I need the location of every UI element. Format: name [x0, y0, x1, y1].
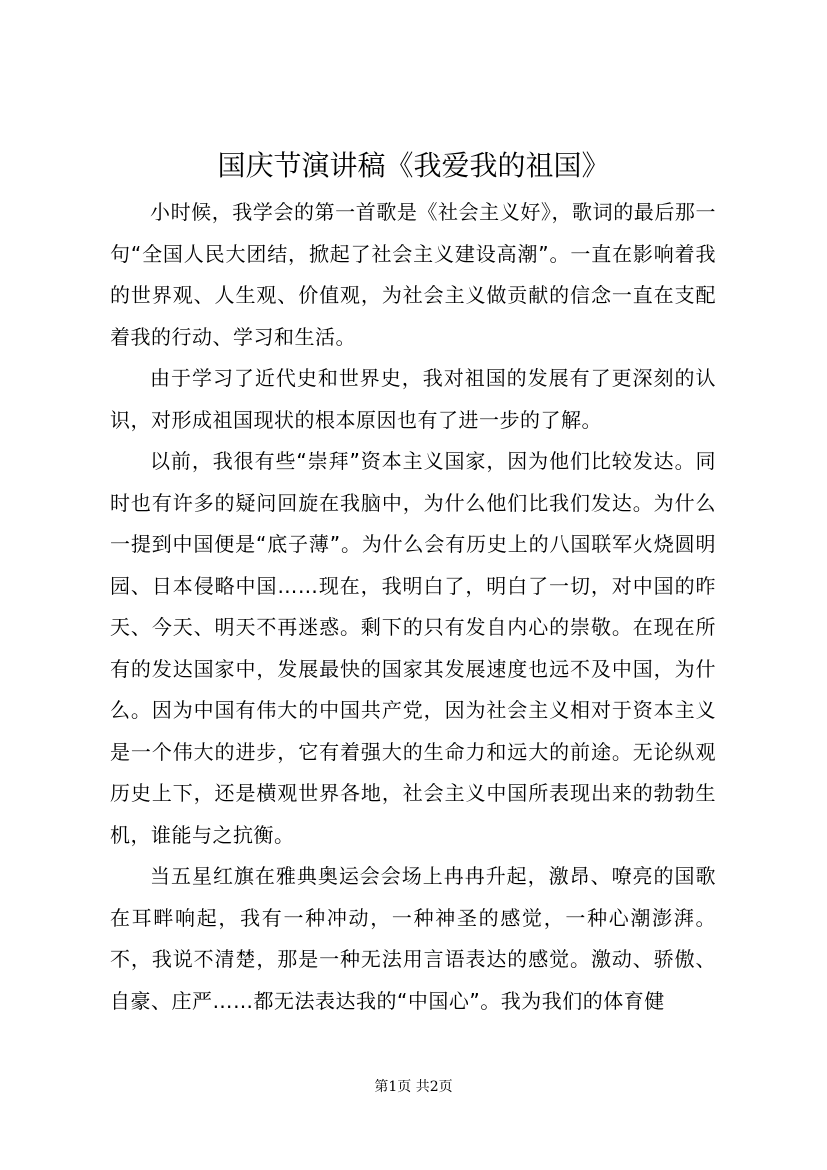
paragraph-2: 由于学习了近代史和世界史，我对祖国的发展有了更深刻的认识，对形成祖国现状的根本原因也有了进一步的了解。 [110, 366, 716, 432]
paragraph-1: 小时候，我学会的第一首歌是《社会主义好》，歌词的最后那一句“全国人民大团结，掀起了社会主义建设高潮”。一直在影响着我的世界观、人生观、价值观，为社会主义做贡献的信念一直在支配着我的行动、学习和生活。 [110, 200, 716, 349]
paragraph-4: 当五星红旗在雅典奥运会会场上冉冉升起，激昂、嘹亮的国歌在耳畔响起，我有一种冲动，一种神圣的感觉，一种心潮澎湃。不，我说不清楚，那是一种无法用言语表达的感觉。激动、骄傲、自豪、庄严……都无法表达我的“中国心”。我为我们的体育健 [110, 864, 716, 1013]
document-body [110, 192, 716, 1022]
paragraph-3: 以前，我很有些“崇拜”资本主义国家，因为他们比较发达。同时也有许多的疑问回旋在我脑中，为什么他们比我们发达。为什么一提到中国便是“底子薄”。为什么会有历史上的八国联军火烧圆明园、日本侵略中国……现在，我明白了，明白了一切，对中国的昨天、今天、明天不再迷惑。剩下的只有发自内心的崇敬。在现在所有的发达国家中，发展最快的国家其发展速度也远不及中国，为什么。因为中国有伟大的中国共产党，因为社会主义相对于资本主义是一个伟大的进步，它有着强大的生命力和远大的前途。无论纵观历史上下，还是横观世界各地，社会主义中国所表现出来的勃勃生机，谁能与之抗衡。 [110, 449, 716, 847]
page-number-footer: 第1页 共2页 [374, 1079, 453, 1095]
document-title: 国庆节演讲稿《我爱我的祖国》 [217, 149, 610, 182]
